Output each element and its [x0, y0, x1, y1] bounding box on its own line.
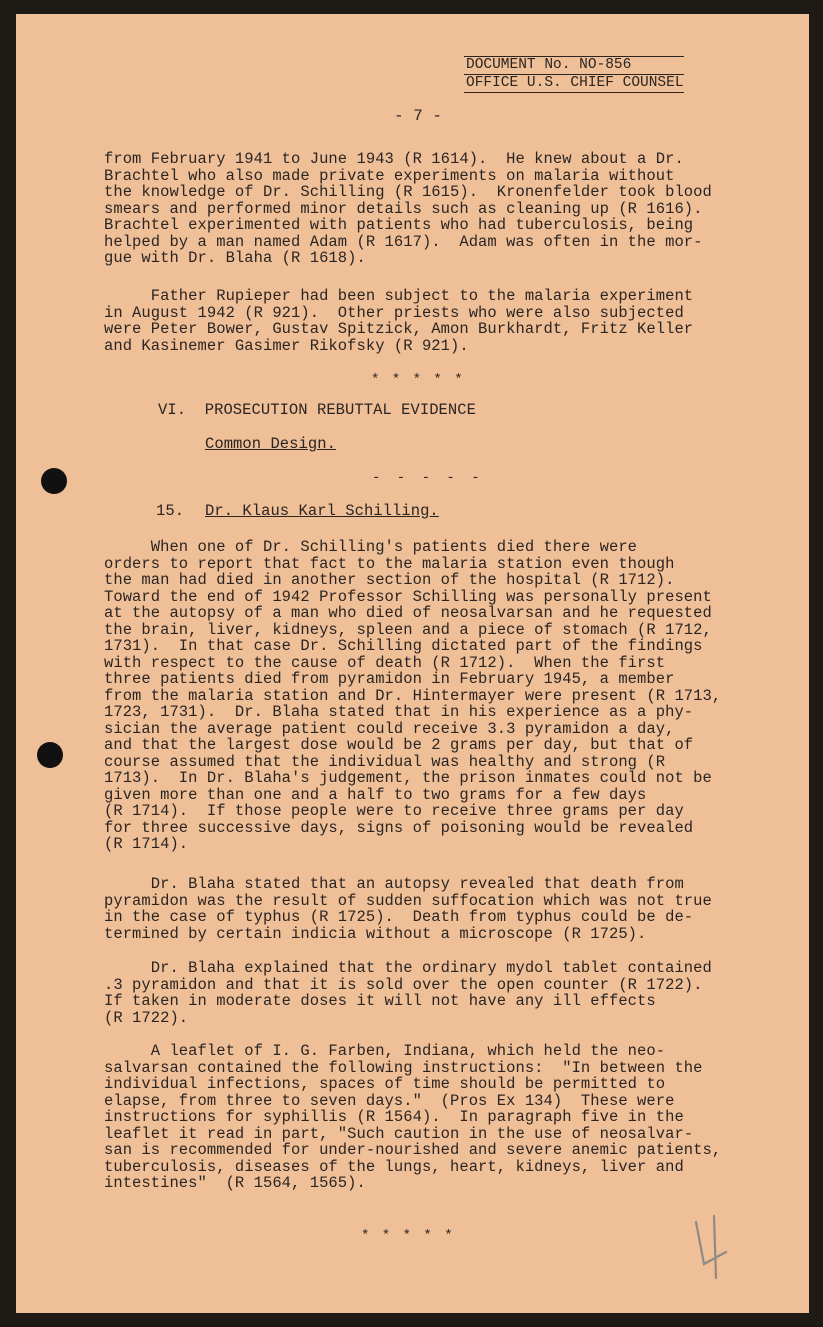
paragraph-2: Father Rupieper had been subject to the malaria experiment in August 1942 (R 921). Other priests who were also subjected were Peter Bower, Gustav Spitzick, Amon Burkhardt, Fritz Keller and Kasinemer Gasimer Rikofsky (R 921). — [104, 287, 694, 355]
paragraph-4: Dr. Blaha stated that an autopsy revealed that death from pyramidon was the result of sudden suffocation which was not true in the case of typhus (R 1725). Death from typhus could be de- termined by certain indicia without a microscope (R 1725). — [104, 875, 712, 943]
document-number: DOCUMENT No. NO-856 — [464, 56, 684, 74]
binder-hole-bottom — [37, 742, 63, 768]
separator-dashes: - - - - - — [372, 470, 484, 486]
section-subtitle: Common Design. — [205, 435, 336, 453]
office-label: OFFICE U.S. CHIEF COUNSEL — [466, 75, 684, 91]
document-header — [464, 56, 684, 93]
paragraph-6: A leaflet of I. G. Farben, Indiana, which held the neo- salvarsan contained the following instructions: "In between the individual infections, spaces of time should be permitted to elapse, from three to seven days." (Pros Ex 134) These were instructions for syphillis (R 1564). In paragraph five in the leaflet it read in part, "Such caution in the use of neosalvar- san is recommended for under-nourished and severe anemic patients, tuberculosis, diseases of the lungs, heart, kidneys, liver and intestines" (R 1564, 1565). — [104, 1042, 722, 1192]
item-name: Dr. Klaus Karl Schilling. — [205, 502, 439, 520]
separator-stars: * * * * * — [371, 372, 465, 388]
end-stars: * * * * * — [361, 1228, 455, 1244]
paragraph-1: from February 1941 to June 1943 (R 1614). He knew about a Dr. Brachtel who also made private experiments on malaria without the knowledge of Dr. Schilling (R 1615). Kronenfelder took blood smears and performed minor details such as cleaning up (R 1616). Brachtel experimented with patients who had tuberculosis, being helped by a man named Adam (R 1617). Adam was often in the mor- gue with Dr. Blaha (R 1618). — [104, 150, 712, 267]
paragraph-3: When one of Dr. Schilling's patients died there were orders to report that fact to the malaria station even though the man had died in another section of the hospital (R 1712). Toward the end of 1942 Professor Schilling was personally present at the autopsy of a man who died of neosalvarsan and he requested the brain, liver, kidneys, spleen and a piece of stomach (R 1712, 1731). In that case Dr. Schilling dictated part of the findings with respect to the cause of death (R 1712). When the first three patients died from pyramidon in February 1945, a member from the malaria station and Dr. Hintermayer were present (R 1713, 1723, 1731). Dr. Blaha stated that in his experience as a phy- sician the average patient could receive 3.3 pyramidon a day, and that the largest dose would be 2 grams per day, but that of course assumed that the individual was healthy and strong (R 1713). In Dr. Blaha's judgement, the prison inmates could not be given more than one and a half to two grams for a few days (R 1714). If those people were to receive three grams per day for three successive days, signs of poisoning would be revealed (R 1714). — [104, 538, 722, 853]
binder-hole-top — [41, 468, 67, 494]
document-page — [16, 14, 809, 1313]
section-title: VI. PROSECUTION REBUTTAL EVIDENCE — [158, 401, 476, 419]
paragraph-5: Dr. Blaha explained that the ordinary mydol tablet contained .3 pyramidon and that it is sold over the open counter (R 1722). If taken in moderate doses it will not have any ill effects (R 1722). — [104, 959, 712, 1027]
handwritten-mark — [690, 1212, 730, 1282]
item-number: 15. — [156, 502, 185, 520]
page-number: - 7 - — [394, 107, 443, 125]
